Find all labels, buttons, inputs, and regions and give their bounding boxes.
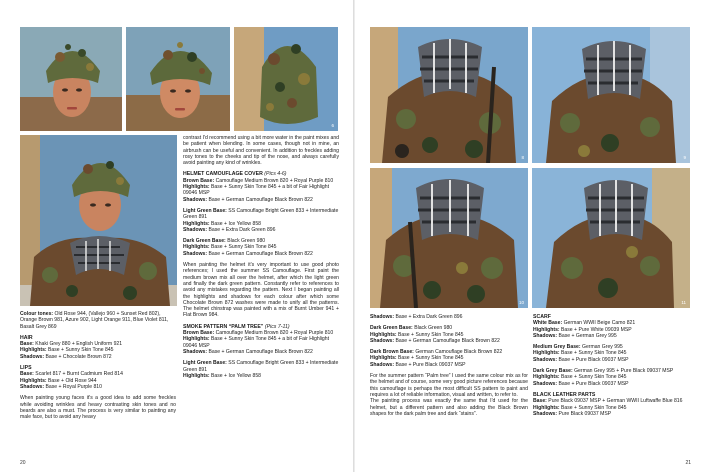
smoke-light-green: Light Green Base: SS Camouflage Bright Green 833 + Intermediate Green 891 Highlights: Base + Ice Yellow 858: [183, 360, 339, 379]
text-column-right-page-2: [533, 314, 691, 417]
helmet-dark-green: Dark Green Base: Black Green 980 Highlights: Base + Sunny Skin Tone 845 Shadows: Base + German Camouflage Black Brown 822: [183, 238, 313, 257]
text-column-left: [20, 311, 176, 425]
dark-grey-section: Dark Grey Base: German Grey 995 + Pure Black 09037 MSP Highlights: Base + Sunny Skin Tone 845 Shadows: Base + Pure Black 09037 MSP: [533, 368, 674, 387]
right-page: [355, 0, 709, 472]
text-column-right-page-1: [370, 314, 528, 422]
body-paragraph-continued: contrast I'd recommend using a bit more water in the paint mixes and be patient when blending. In some cases, though not in mine, an airbrush can be useful and convenient. In addition to freckles adding rosy tones to the cheeks and tip of the nose, and always carefully avoid painting any kind of wrinkles.: [183, 135, 339, 167]
lips-section: LIPS Base: Scarlet 817 + Burnt Cadmium Red 814 Highlights: Base + Old Rose 944 Shadows: Base + Royal Purple 810: [20, 365, 176, 390]
leather-heading: BLACK LEATHER PARTS: [533, 391, 596, 398]
photo-face-front: [20, 27, 122, 131]
photo-torso-front-finished: [370, 168, 528, 308]
photo-torso-back: [532, 168, 690, 308]
page-number-left: 20: [20, 460, 26, 466]
photo-bust-full: [20, 135, 177, 306]
photo-number: 10: [518, 300, 524, 305]
photo-torso-side: [532, 27, 690, 163]
helmet-heading: HELMET CAMOUFLAGE COVER (Pics 4-6): [183, 171, 287, 178]
medium-grey-section: Medium Grey Base: German Grey 995 Highlights: Base + Sunny Skin Tone 845 Shadows: Base + Pure Black 09037 MSP: [533, 344, 629, 363]
photo-number: 6: [331, 123, 334, 128]
shadows-line: Shadows: Base + Extra Dark Green 896: [370, 314, 463, 320]
photo-helmet-back: [234, 27, 338, 131]
photo-number: 9: [683, 155, 686, 160]
body-paragraph: When painting young faces it's a good idea to add some freckles while avoiding wrinkles and heavy contrasting skin tones and no beards are also a must. The process is very similar to painting any male face, but to avoid any heavy: [20, 395, 176, 421]
photo-number: 11: [681, 300, 686, 305]
helmet-section: HELMET CAMOUFLAGE COVER (Pics 4-6) Brown Base: Camouflage Medium Brown 820 + Royal Purple 810 Highlights: Base + Sunny Skin Tone 845 + a bit of Fair Highlight 09046 MSP Shadows: Base + German Camouflage Black Brown 822: [183, 171, 339, 202]
lips-heading: LIPS: [20, 365, 32, 372]
leather-section: BLACK LEATHER PARTS Base: Pure Black 09037 MSP + German WWII Luftwaffe Blue 816 Highlights: Base + Sunny Skin Tone 845 Shadows: Pure Black 09037 MSP: [533, 392, 691, 417]
dark-brown-section: Dark Brown Base: German Camouflage Black Brown 822 Highlights: Base + Sunny Skin Tone 845 Shadows: Base + Pure Black 09037 MSP: [370, 349, 503, 368]
photo-face-three-quarter: [126, 27, 230, 131]
scarf-heading: SCARF: [533, 314, 551, 320]
helmet-paragraph: When painting the helmet it's very important to use good photo references; I used the summer SS Camouflage. First paint the medium brown mix all over the helmet, after which the light green and finally the dark green pattern. Constantly refer to references to avoid any mistakes regarding the pattern. Next I began painting all the highlights and shadows for each colour after which some Chocolate Brown 872 washes were made to unify all the patterns. The helmet chinstrap was painted with a mix of Burnt Umber 941 + Flat Brown 984.: [183, 262, 339, 319]
left-page: [0, 0, 354, 472]
palm-tree-paragraph: For the summer pattern “Palm tree” I used the same colour mix as for the helmet and of course, some very good picture references because this camouflage is perhaps the most difficult SS pattern to paint and requires a lot of reliable information, visual and written, to refer to.: [370, 373, 528, 398]
painting-process-paragraph: The painting process was exactly the same that I'd used for the helmet, but a different pattern and also adding the Black Brown shapes for the dark palm tree and dark “stains”.: [370, 398, 528, 417]
dark-green-section: Dark Green Base: Black Green 980 Highlights: Base + Sunny Skin Tone 845 Shadows: Base + German Camouflage Black Brown 822: [370, 325, 500, 344]
helmet-light-green: Light Green Base: SS Camouflage Bright Green 833 + Intermediate Green 891 Highlights: Base + Ice Yellow 858 Shadows: Base + Extra Dark Green 896: [183, 207, 339, 233]
text-column-right: [183, 135, 339, 379]
page-number-right: 21: [685, 460, 691, 466]
photo-torso-front: [370, 27, 528, 163]
hair-heading: HAIR: [20, 334, 33, 341]
smoke-heading: SMOKE PATTERN “PALM TREE” (Pics 7-11): [183, 323, 290, 330]
scarf-section: SCARF White Base: German WWII Beige Camo 821 Highlights: Base + Pure White 09039 MSP Shadows: Base + German Grey 995: [533, 314, 691, 339]
photo-number: 8: [521, 155, 524, 160]
hair-section: HAIR Base: Khaki Grey 880 + English Uniform 921 Highlights: Base + Sunny Skin Tone 845 Shadows: Base + Chocolate Brown 872: [20, 335, 176, 360]
smoke-section: SMOKE PATTERN “PALM TREE” (Pics 7-11) Brown Base: Camouflage Medium Brown 820 + Royal Purple 810 Highlights: Base + Sunny Skin Tone 845 + a bit of Fair Highlight 09046 MSP Shadows: Base + German Camouflage Black Brown 822: [183, 324, 339, 355]
colour-tones-paragraph: Colour tones: Old Rose 944, (Vallejo 960 + Sunset Red 802), Orange Brown 981, Azure 902, Light Orange 911, Blue Violet 811, Basalt Grey 869: [20, 311, 169, 330]
